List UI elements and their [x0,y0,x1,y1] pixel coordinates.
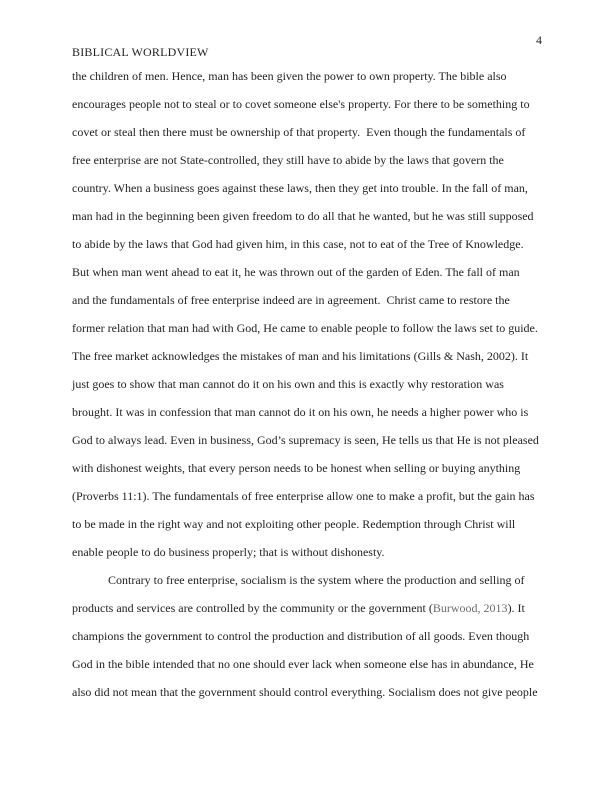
body-text-line: God to always lead. Even in business, God’s supremacy is seen, He tells us that He is not pleased [72,433,539,447]
citation-line-before: products and services are controlled by the community or the government ( [72,601,433,615]
body-text-line: encourages people not to steal or to covet someone else's property. For there to be something to [72,97,530,111]
body-text-line: with dishonest weights, that every person needs to be honest when selling or buying anything [72,461,521,475]
body-text-line-with-citation [72,594,540,622]
body-text-line: to abide by the laws that God had given him, in this case, not to eat of the Tree of Knowledge. [72,237,524,251]
body-text-line: But when man went ahead to eat it, he was thrown out of the garden of Eden. The fall of man [72,265,520,279]
body-text-line: brought. It was in confession that man cannot do it on his own, he needs a higher power who is [72,405,529,419]
body-text-line: the children of men. Hence, man has been given the power to own property. The bible also [72,69,507,83]
body-text-line: enable people to do business properly; that is without dishonesty. [72,545,385,559]
citation-burwood-2013: Burwood, 2013 [432,601,508,615]
body-text-line: covet or steal then there must be ownership of that property. Even though the fundamentals of [72,125,526,139]
page-number: 4 [536,33,542,47]
body-text-line: (Proverbs 11:1). The fundamentals of free enterprise allow one to make a profit, but the gain has [72,489,535,503]
body-text-line: The free market acknowledges the mistakes of man and his limitations (Gills & Nash, 2002). It [72,349,529,363]
body-text-line: country. When a business goes against these laws, then they get into trouble. In the fall of man, [72,181,528,195]
running-head: BIBLICAL WORLDVIEW [72,45,209,59]
body-text-line: champions the government to control the production and distribution of all goods. Even though [72,629,530,643]
citation-line-after: ). It [507,601,525,615]
body-text-line: just goes to show that man cannot do it on his own and this is exactly why restoration was [72,377,504,391]
body-text-line: and the fundamentals of free enterprise indeed are in agreement. Christ came to restore the [72,293,510,307]
body-text-line: free enterprise are not State-controlled, they still have to abide by the laws that govern the [72,153,504,167]
body-text-line: to be made in the right way and not exploiting other people. Redemption through Christ will [72,517,516,531]
body-text-line: former relation that man had with God, He came to enable people to follow the laws set to guide. [72,321,538,335]
paragraph-first-line: Contrary to free enterprise, socialism is the system where the production and selling of [108,573,525,587]
body-text-line: God in the bible intended that no one should ever lack when someone else has in abundance, He [72,657,534,671]
body-text [72,62,540,706]
body-text-line: also did not mean that the government should control everything. Socialism does not give people [72,685,538,699]
body-text-line: man had in the beginning been given freedom to do all that he wanted, but he was still supposed [72,209,534,223]
